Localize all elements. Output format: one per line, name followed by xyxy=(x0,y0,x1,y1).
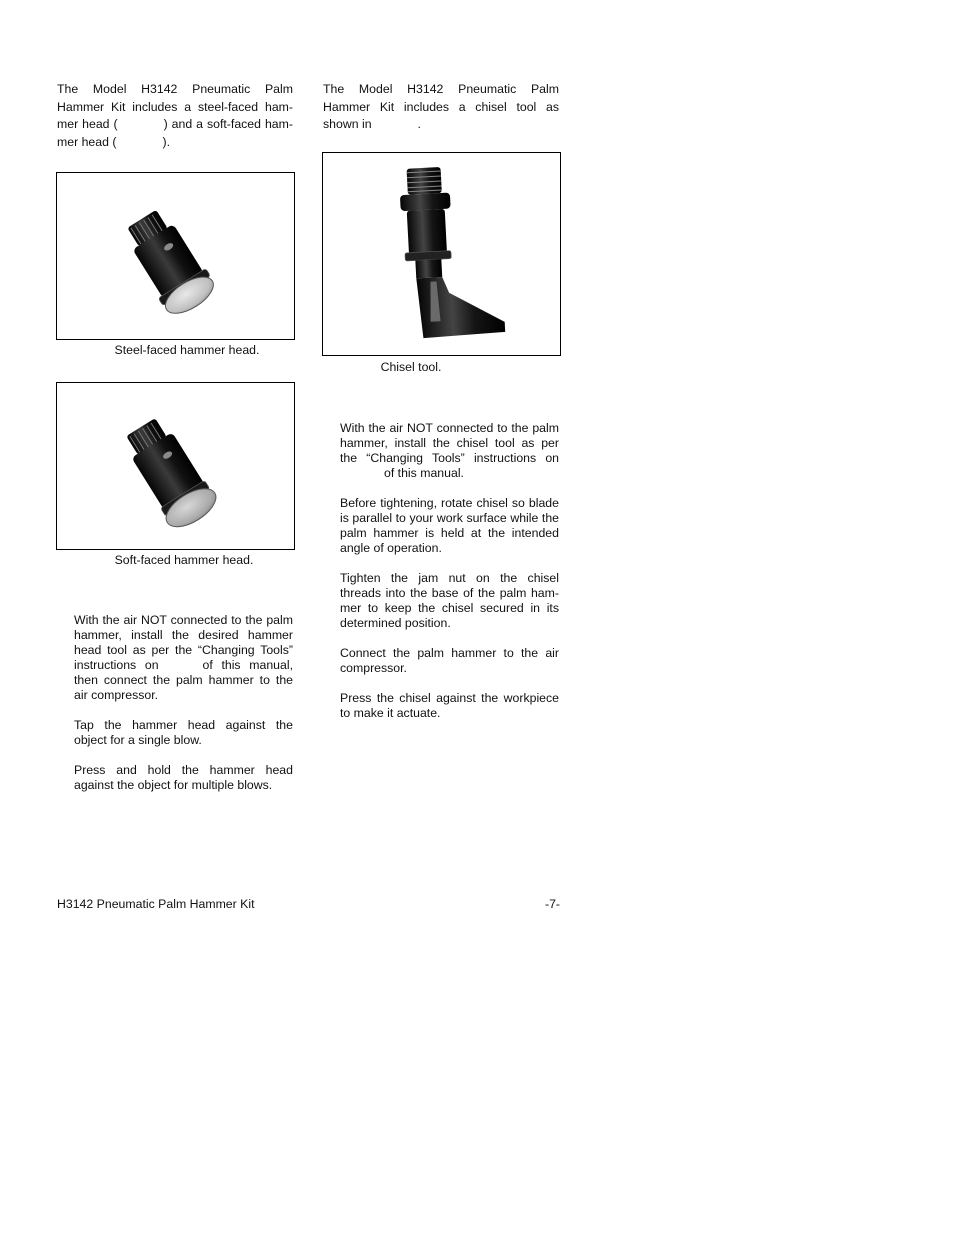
footer-title: H3142 Pneumatic Palm Hammer Kit xyxy=(57,897,255,911)
figure3-caption: Chisel tool. xyxy=(380,360,442,374)
figure2-caption: Soft-faced hammer head. xyxy=(114,553,254,567)
figure-steel-faced-hammer-head xyxy=(56,172,295,340)
right-step-2: Before tightening, rotate chisel so blade is parallel to your work surface while the palm hammer is held at the intended angle of operation. xyxy=(340,496,559,555)
soft-faced-hammer-head-image xyxy=(57,383,296,551)
left-step-1: With the air NOT connected to the palm hammer, install the desired hammer head tool as per the “Changing Tools” instructions on of this manual, then connect the palm hammer to the air compressor. xyxy=(74,613,293,702)
figure1-caption: Steel-faced hammer head. xyxy=(114,343,260,357)
left-step-3: Press and hold the hammer head against the object for multiple blows. xyxy=(74,763,293,792)
footer-page-number: -7- xyxy=(544,897,560,911)
left-intro-paragraph: The Model H3142 Pneumatic Palm Hammer Kit includes a steel-faced ham-mer head ( ) and a soft-faced ham-mer head ( ). xyxy=(57,82,293,149)
steel-faced-hammer-head-image xyxy=(57,173,296,341)
right-step-3: Tighten the jam nut on the chisel threads into the base of the palm ham-mer to keep the chisel secured in its determined position. xyxy=(340,571,559,630)
right-step-1: With the air NOT connected to the palm hammer, install the chisel tool as per the “Changing Tools” instructions onof this manual. xyxy=(340,421,559,480)
figure-chisel-tool xyxy=(322,152,561,356)
right-step-5: Press the chisel against the workpiece to make it actuate. xyxy=(340,691,559,720)
left-step-2: Tap the hammer head against the object for a single blow. xyxy=(74,718,293,747)
right-intro-paragraph: The Model H3142 Pneumatic Palm Hammer Kit includes a chisel tool as shown in . xyxy=(323,82,559,131)
right-step-4: Connect the palm hammer to the air compressor. xyxy=(340,646,559,675)
chisel-tool-image xyxy=(323,153,562,357)
figure-soft-faced-hammer-head xyxy=(56,382,295,550)
